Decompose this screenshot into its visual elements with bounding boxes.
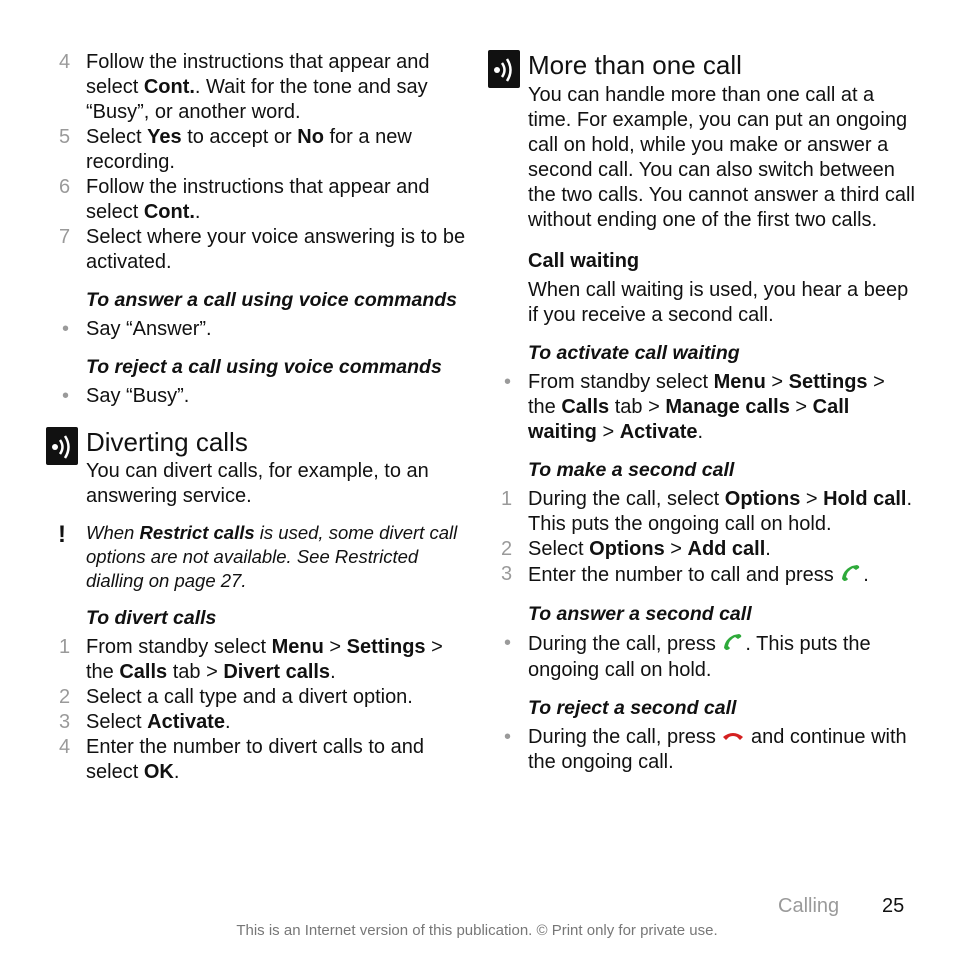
step-text: From standby select Menu > Settings > the Calls tab > Divert calls. — [86, 636, 443, 683]
step-item — [56, 635, 472, 685]
step-number: 4 — [59, 736, 71, 758]
reject-voice-bullet: • Say “Busy”. — [62, 385, 190, 407]
ui-term: Yes — [147, 126, 182, 148]
step-text: Enter the number to call and press . — [528, 564, 869, 586]
step-item — [498, 562, 918, 589]
answer-voice-bullet: • Say “Answer”. — [62, 318, 212, 340]
step-item — [56, 225, 472, 275]
ui-term: No — [297, 126, 324, 148]
answer-second-heading: To answer a second call — [528, 603, 752, 625]
bullet-icon: • — [504, 371, 512, 393]
ui-term: Cont. — [143, 76, 195, 98]
ui-term: Options — [589, 538, 665, 560]
ui-term: Add call — [687, 538, 766, 560]
ui-term: Hold call — [823, 488, 907, 510]
ui-term: Calls — [561, 396, 610, 418]
step-item — [56, 710, 472, 735]
activate-heading: To activate call waiting — [528, 342, 740, 364]
step-text: Select Yes to accept or No for a new recording. — [86, 126, 412, 173]
ui-term: Options — [724, 488, 801, 510]
ui-term: Calls — [119, 661, 168, 683]
ui-term: Restrict calls — [139, 522, 255, 543]
answer-second-bullet: • During the call, press . This puts the ongoing call on hold. — [504, 632, 871, 681]
step-number: 3 — [501, 563, 513, 585]
sound-wave-icon — [488, 50, 520, 88]
ui-term: Settings — [346, 636, 426, 658]
ui-term: OK — [143, 761, 174, 783]
activate-bullet: • From standby select Menu > Settings > the Calls tab > Manage calls > Call waiting > Activate. — [504, 371, 885, 443]
bullet-icon: • — [62, 385, 70, 407]
step-item — [56, 735, 472, 785]
reject-second-heading: To reject a second call — [528, 697, 737, 719]
step-number: 1 — [501, 488, 513, 510]
ui-term: Activate — [619, 421, 698, 443]
step-item — [56, 175, 472, 225]
step-number: 2 — [59, 686, 71, 708]
ui-term: Cont. — [143, 201, 195, 223]
sound-wave-icon — [46, 427, 78, 465]
step-item — [56, 125, 472, 175]
page-number: 25 — [882, 895, 905, 917]
step-item — [498, 537, 918, 562]
step-text: Follow the instructions that appear and select Cont.. Wait for the tone and say “Busy”, or another word. — [86, 51, 430, 123]
ui-term: Settings — [788, 371, 868, 393]
ui-term: Menu — [271, 636, 324, 658]
step-item — [56, 50, 472, 125]
step-text: Select Options > Add call. — [528, 538, 771, 560]
more-than-one-call-intro: You can handle more than one call at a time. For example, you can put an ongoing call on hold, while you make or answer a second call. You can also switch between the two calls. You cannot answer a third call without ending one of the first two calls. — [528, 84, 915, 231]
step-number: 5 — [59, 126, 71, 148]
step-item — [498, 487, 918, 537]
call-key-icon — [721, 631, 745, 658]
second-call-heading: To make a second call — [528, 459, 735, 481]
bullet-icon: • — [62, 318, 70, 340]
call-waiting-title: Call waiting — [528, 250, 640, 272]
step-text: Select where your voice answering is to be activated. — [86, 226, 466, 273]
answer-voice-heading: To answer a call using voice commands — [86, 289, 457, 311]
ui-term: Menu — [713, 371, 766, 393]
more-than-one-call-title: More than one call — [498, 50, 918, 80]
ui-term: Divert calls — [223, 661, 331, 683]
step-text: Follow the instructions that appear and select Cont.. — [86, 176, 430, 223]
call-key-icon — [839, 562, 863, 589]
step-number: 4 — [59, 51, 71, 73]
ui-term: Call waiting — [528, 396, 850, 443]
step-number: 3 — [59, 711, 71, 733]
steps-a — [56, 50, 472, 275]
step-text: Select Activate. — [86, 711, 231, 733]
restrict-note — [56, 521, 472, 593]
steps-b — [56, 635, 472, 785]
note-text: When Restrict calls is used, some divert call options are not available. See Restricted dialling on page 27. — [86, 522, 458, 591]
exclamation-icon: ! — [58, 521, 66, 548]
step-text: During the call, select Options > Hold call. This puts the ongoing call on hold. — [528, 488, 913, 535]
second-call-steps — [498, 487, 918, 589]
bullet-icon: • — [504, 632, 512, 654]
footer-category: Calling — [778, 895, 840, 917]
left-column — [56, 50, 472, 785]
step-text: Select a call type and a divert option. — [86, 686, 413, 708]
step-item — [56, 685, 472, 710]
diverting-intro: You can divert calls, for example, to an answering service. — [86, 460, 429, 507]
ui-term: Activate — [147, 711, 225, 733]
step-number: 2 — [501, 538, 513, 560]
reject-voice-heading: To reject a call using voice commands — [86, 356, 442, 378]
call-waiting-text: When call waiting is used, you hear a beep if you receive a second call. — [528, 279, 909, 326]
bullet-icon: • — [504, 726, 512, 748]
step-number: 6 — [59, 176, 71, 198]
ui-term: Manage calls — [665, 396, 790, 418]
reject-second-bullet: • During the call, press and continue with the ongoing call. — [504, 726, 907, 774]
step-number: 1 — [59, 636, 71, 658]
right-column — [498, 50, 918, 775]
step-text: Enter the number to divert calls to and select OK. — [86, 736, 424, 783]
divert-heading: To divert calls — [86, 607, 217, 629]
step-number: 7 — [59, 226, 71, 248]
diverting-title: Diverting calls — [56, 427, 472, 457]
footer-note: This is an Internet version of this publication. © Print only for private use. — [236, 922, 718, 939]
end-key-icon — [721, 725, 745, 750]
